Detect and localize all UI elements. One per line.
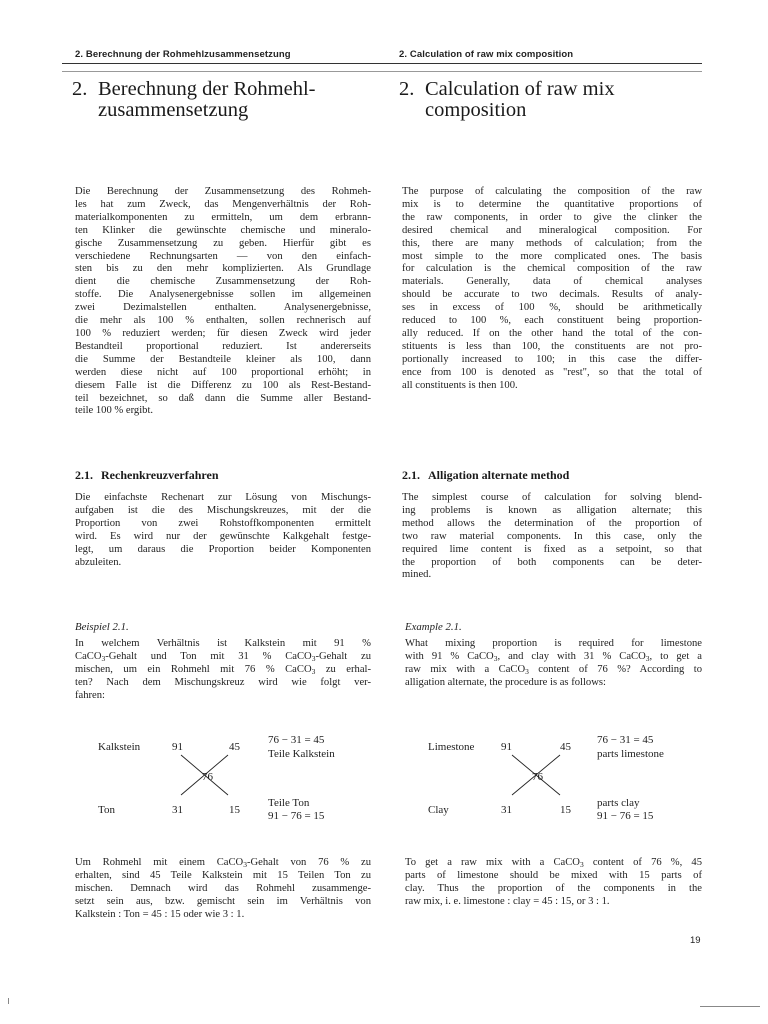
bottom-component-label: Ton	[98, 804, 115, 816]
text-line: 100 % reduziert werden; für diesen Zweck wird jeder	[75, 327, 371, 339]
text-line: mined.	[402, 569, 432, 581]
section-paragraph-de	[75, 492, 371, 569]
scan-artifact	[8, 998, 9, 1004]
text-line: the raw components, in order to give the clinker the	[402, 211, 702, 223]
bottom-parts-label: Teile Ton	[268, 797, 310, 809]
page-number: 19	[690, 935, 701, 946]
text-line: the proportion of both components can be deter-	[402, 556, 702, 568]
chapter-title-de: 2. Berechnung der Rohmehl- zusammensetzung	[72, 78, 316, 121]
text-line: desired chemical and mineralogical composition. For	[402, 224, 702, 236]
top-component-label: Limestone	[428, 741, 475, 753]
text-line: gische Zusammensetzung zu geben. Hierfür gibt es	[75, 237, 371, 249]
text-line: zwei Dezimalstellen enthalten. Analysenergebnisse,	[75, 302, 371, 314]
text-line: The purpose of calculating the composition of the raw	[402, 186, 702, 197]
top-left-value: 91	[501, 741, 512, 753]
bottom-component-label: Clay	[428, 804, 449, 816]
text-line: two raw material components. In this case, only the	[402, 530, 702, 542]
text-line: die mehr als 100 % enthalten, sollen rechnerisch auf	[75, 315, 371, 327]
top-component-label: Kalkstein	[98, 741, 141, 753]
example-text-de: In welchem Verhältnis ist Kalkstein mit 91 % CaCO$_3$-Gehalt und Ton mit 31 % CaCO$_3$-Gehalt zu mischen, um ein Rohmehl mit 76 % CaCO$_3$ zu erhal- ten? Nach dem Mischungskreuz wird wie folgt ver- fahren:	[75, 638, 372, 701]
running-header-en: 2. Calculation of raw mix composition	[399, 49, 574, 60]
bottom-left-value: 31	[501, 804, 512, 816]
center-value: 76	[532, 771, 543, 783]
example-label-en: Example 2.1.	[405, 621, 462, 633]
text-line: ence from 100 is denoted as "rest", so that the total of	[402, 366, 702, 378]
top-parts-label: Teile Kalkstein	[268, 748, 335, 760]
text-line: Die einfachste Rechenart zur Lösung von Mischungs-	[75, 492, 371, 503]
intro-paragraph-en	[402, 186, 702, 393]
text-line: stituents is less than 100, the constituents are not pro-	[402, 340, 702, 352]
bottom-right-value: 15	[560, 804, 571, 816]
running-header-de: 2. Berechnung der Rohmehlzusammensetzung	[75, 49, 291, 60]
text-line: Proportion von zwei Rohstoffkomponenten ermittelt	[75, 517, 371, 529]
section-heading-en: 2.1. Alligation alternate method	[402, 468, 570, 482]
text-line: reduced to 100 %, each constituent being proportion-	[402, 315, 702, 327]
text-line: diesem Falle ist die Differenz zu 100 als Rest-Bestand-	[75, 379, 371, 391]
header-rule	[62, 63, 702, 64]
bottom-right-value: 15	[229, 804, 240, 816]
text-line: portionally increased to 100; in this case the differ-	[402, 353, 702, 365]
text-line: teile 100 % ergibt.	[75, 405, 154, 417]
alligation-diagram-de	[95, 730, 375, 830]
text-line: sten bis zu den mehr komplizierten. Als Grundlage	[75, 263, 371, 275]
example-label-de: Beispiel 2.1.	[75, 621, 129, 633]
text-line: for calculation is the chemical composition of the raw	[402, 263, 702, 275]
text-line: ten Klinker die gewünschte chemische und mineralo-	[75, 224, 371, 236]
header-rule-thin	[62, 71, 702, 72]
text-line: mix is to determine the quantitative proportions of	[402, 198, 702, 210]
text-line: stoffe. Die Analysenergebnisse sollen im allgemeinen	[75, 289, 371, 301]
text-line: this, there are many methods of calculation; from the	[402, 237, 702, 249]
text-line: materialkomponenten zu ermitteln, um dem erbrann-	[75, 211, 371, 223]
text-line: required lime content is fixed as a setpoint, so that	[402, 543, 702, 555]
text-line: Die Berechnung der Zusammensetzung des Rohmeh-	[75, 186, 371, 197]
alligation-diagram-en	[428, 730, 708, 830]
text-line: The simplest course of calculation for solving blend-	[402, 492, 702, 503]
text-line: wird. Es wird nur der gewünschte Kalkgehalt festge-	[75, 530, 371, 542]
bottom-calculation: 91 − 76 = 15	[268, 810, 325, 822]
chapter-title-en: 2. Calculation of raw mix composition	[399, 78, 615, 121]
text-line: ally reduced. If on the other hand the total of the con-	[402, 327, 702, 339]
text-line: aufgaben ist die des Mischungskreuzes, mit der die	[75, 504, 371, 516]
text-line: materials. Generally, data of chemical analyses	[402, 276, 702, 288]
top-right-value: 45	[560, 741, 571, 753]
text-line: ing problems is known as alligation alternate; this	[402, 504, 702, 516]
example-text-en: What mixing proportion is required for limestone with 91 % CaCO$_3$, and clay with 31 % CaCO$_3$, to get a raw mix with a CaCO$_3$ content of 76 %? According to alligation alternate, the procedure is as follows:	[405, 638, 703, 688]
top-calculation: 76 − 31 = 45	[597, 734, 654, 746]
text-line: method allows the determination of the proportion of	[402, 517, 702, 529]
text-line: werden diese nicht auf 100 proportional erhöht; in	[75, 366, 371, 378]
top-calculation: 76 − 31 = 45	[268, 734, 325, 746]
top-left-value: 91	[172, 741, 183, 753]
top-parts-label: parts limestone	[597, 748, 664, 760]
text-line: abzuleiten.	[75, 556, 122, 568]
text-line: dient die chemische Zusammensetzung der Roh-	[75, 276, 371, 288]
scan-artifact	[700, 1006, 760, 1007]
center-value: 76	[202, 771, 213, 783]
intro-paragraph-de	[75, 186, 371, 418]
text-line: Bestandteil proportional reduziert. Ist andererseits	[75, 340, 371, 352]
text-line: teil bezeichnet, so daß dann die Summe aller Bestand-	[75, 392, 371, 404]
bottom-left-value: 31	[172, 804, 183, 816]
conclusion-en: To get a raw mix with a CaCO$_3$ content of 76 %, 45 parts of limestone should be mixed with 15 parts of clay. Thus the proportion of the components in the raw mix, i. e. limestone : clay = 45 : 15, or 3 : 1.	[405, 857, 702, 907]
bottom-parts-label: parts clay	[597, 797, 640, 809]
text-line: ses in excess of 100 %, should be arithmetically	[402, 302, 702, 314]
text-line: all constituents is then 100.	[402, 379, 518, 391]
text-line: verschiedene Rechnungsarten — von den einfach-	[75, 250, 371, 262]
top-right-value: 45	[229, 741, 240, 753]
text-line: legt, um daraus die Proportion beider Komponenten	[75, 543, 371, 555]
section-heading-de: 2.1. Rechenkreuzverfahren	[75, 468, 219, 482]
text-line: les hat zum Zweck, das Mengenverhältnis der Roh-	[75, 198, 371, 210]
text-line: most simple to the more complicated ones. The basis	[402, 250, 702, 262]
text-line: die Summe der Bestandteile kleiner als 100, dann	[75, 353, 371, 365]
bottom-calculation: 91 − 76 = 15	[597, 810, 654, 822]
section-paragraph-en	[402, 492, 702, 582]
text-line: should be accurate to two decimals. Results of analy-	[402, 289, 702, 301]
conclusion-de: Um Rohmehl mit einem CaCO$_3$-Gehalt von 76 % zu erhalten, sind 45 Teile Kalkstein mit 15 Teilen Ton zu mischen. Demnach wird das Rohmehl zusammenge- setzt sein aus, bzw. gemischt sein im Verhältnis von Kalkstein : Ton = 45 : 15 oder wie 3 : 1.	[75, 857, 371, 920]
